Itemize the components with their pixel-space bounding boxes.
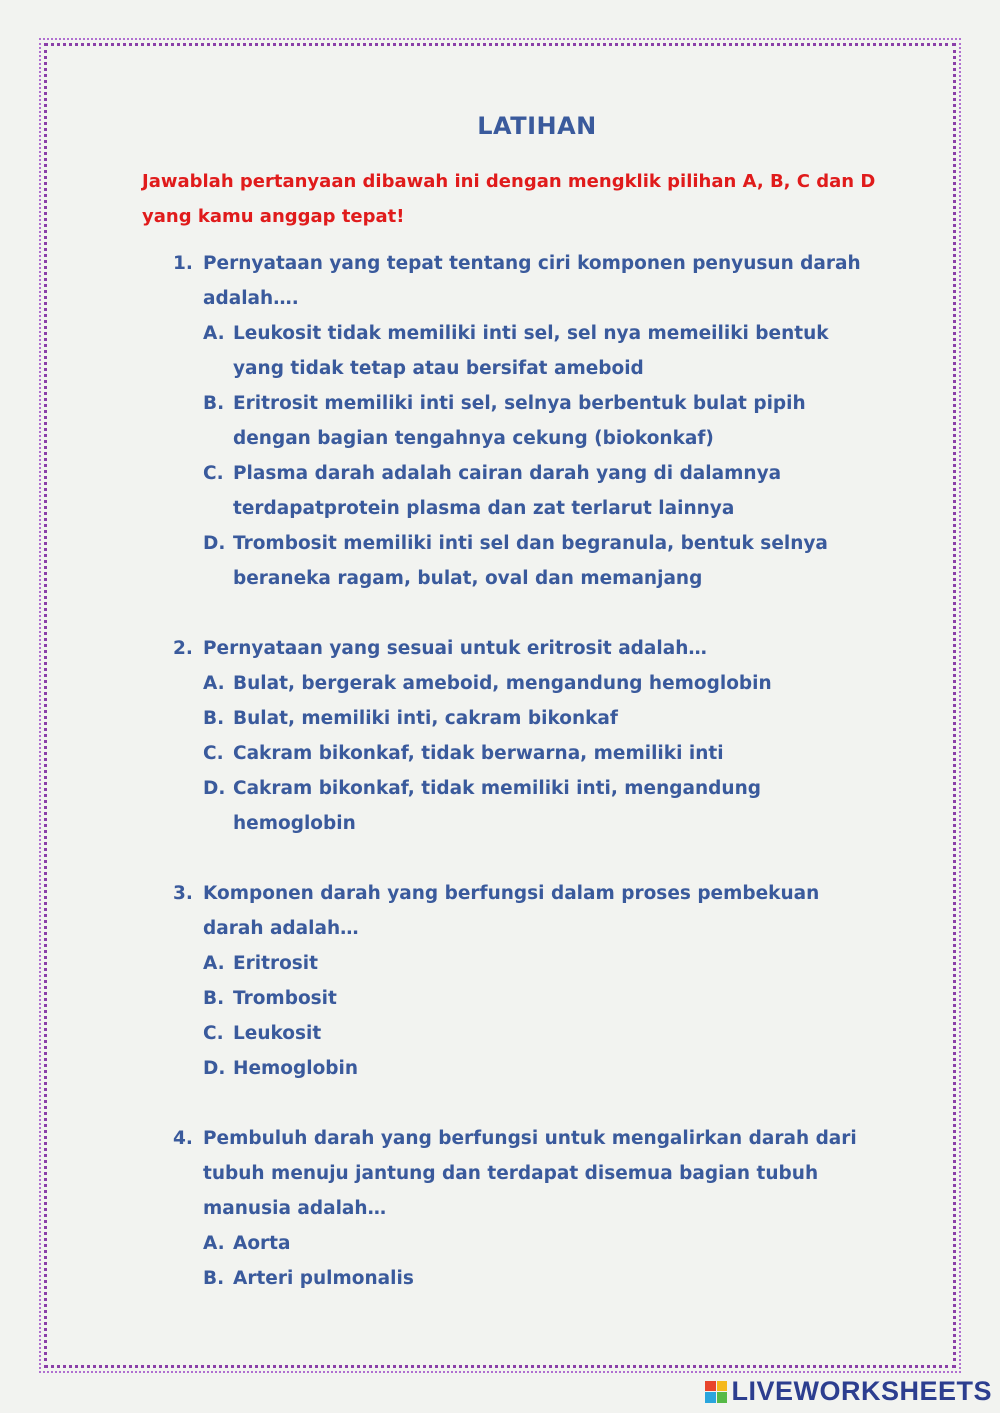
option-b[interactable]: B. Bulat, memiliki inti, cakram bikonkaf xyxy=(203,708,618,729)
question-number: 2. xyxy=(173,638,193,659)
question-text: Komponen darah yang berfungsi dalam proses pembekuan darah adalah… xyxy=(203,883,820,939)
option-d[interactable]: D. Cakram bikonkaf, tidak memiliki inti, mengandung hemoglobin xyxy=(203,778,761,834)
question-1 xyxy=(142,246,882,596)
question-text: Pernyataan yang tepat tentang ciri komponen penyusun darah adalah…. xyxy=(203,253,861,309)
liveworksheets-icon xyxy=(705,1381,727,1403)
option-b[interactable]: B. Eritrosit memiliki inti sel, selnya berbentuk bulat pipih dengan bagian tengahnya cekung (biokonkaf) xyxy=(203,393,806,449)
question-number: 4. xyxy=(173,1128,193,1149)
option-c[interactable]: C. Plasma darah adalah cairan darah yang di dalamnya terdapatprotein plasma dan zat terlarut lainnya xyxy=(203,463,782,519)
option-a[interactable]: A. Aorta xyxy=(203,1233,291,1254)
option-c[interactable]: C. Cakram bikonkaf, tidak berwarna, memiliki inti xyxy=(203,743,724,764)
worksheet xyxy=(142,112,882,1331)
option-a[interactable]: A. Leukosit tidak memiliki inti sel, sel nya memeiliki bentuk yang tidak tetap atau bersifat ameboid xyxy=(203,323,829,379)
question-4 xyxy=(142,1121,882,1296)
brand-name: LIVEWORKSHEETS xyxy=(731,1376,992,1406)
option-b[interactable]: B. Trombosit xyxy=(203,988,337,1009)
question-number: 3. xyxy=(173,883,193,904)
option-c[interactable]: C. Leukosit xyxy=(203,1023,322,1044)
option-b[interactable]: B. Arteri pulmonalis xyxy=(203,1268,414,1289)
instruction-text: Jawablah pertanyaan dibawah ini dengan mengklik pilihan A, B, C dan D yang kamu anggap tepat! xyxy=(142,171,876,227)
question-number: 1. xyxy=(173,253,193,274)
question-3 xyxy=(142,876,882,1086)
liveworksheets-logo[interactable] xyxy=(705,1376,992,1407)
question-2 xyxy=(142,631,882,841)
option-d[interactable]: D. Trombosit memiliki inti sel dan begranula, bentuk selnya beraneka ragam, bulat, oval dan memanjang xyxy=(203,533,828,589)
option-a[interactable]: A. Bulat, bergerak ameboid, mengandung hemoglobin xyxy=(203,673,772,694)
question-text: Pernyataan yang sesuai untuk eritrosit adalah… xyxy=(203,638,707,659)
option-d[interactable]: D. Hemoglobin xyxy=(203,1058,359,1079)
option-a[interactable]: A. Eritrosit xyxy=(203,953,318,974)
page-title: LATIHAN xyxy=(477,112,597,140)
question-text: Pembuluh darah yang berfungsi untuk mengalirkan darah dari tubuh menuju jantung dan terdapat disemua bagian tubuh manusia adalah… xyxy=(203,1128,857,1219)
